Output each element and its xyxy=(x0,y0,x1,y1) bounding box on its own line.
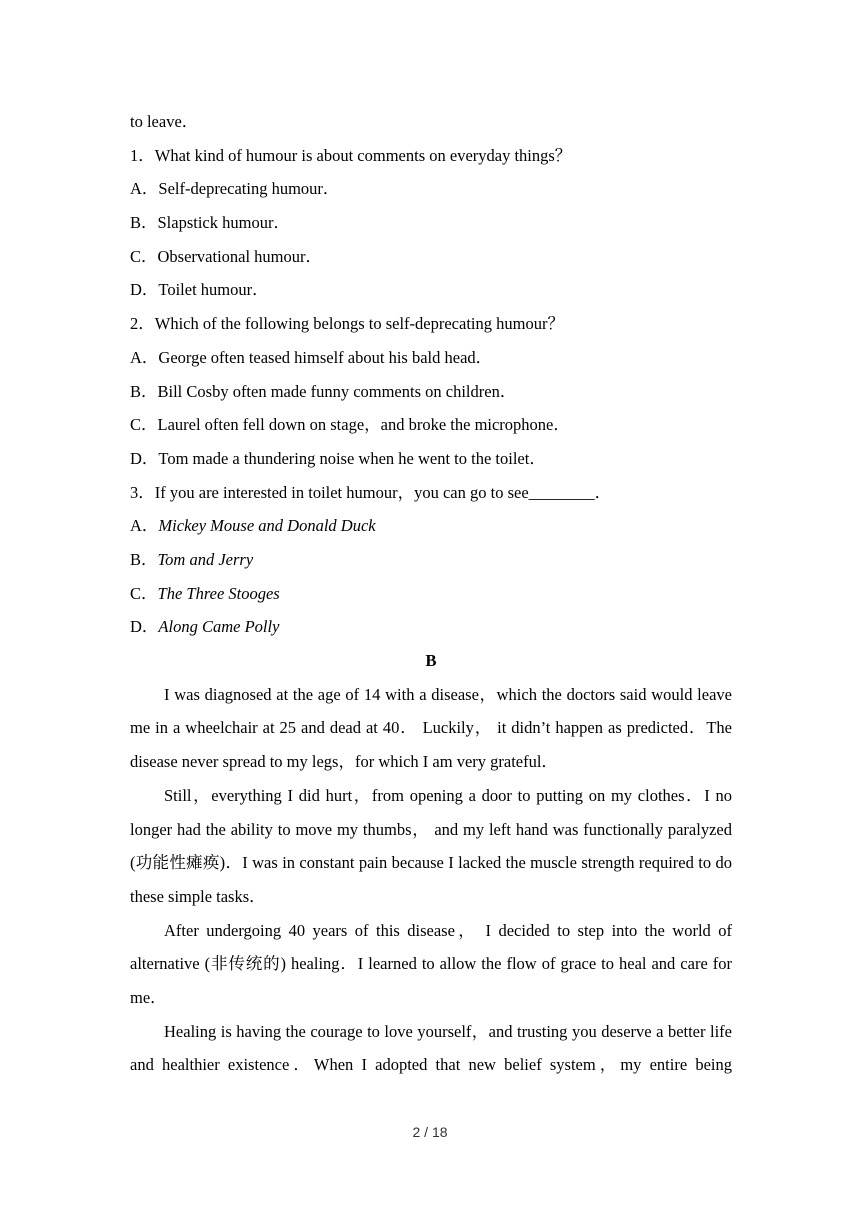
option-title: The Three Stooges xyxy=(157,583,280,603)
question-1-stem: 1．What kind of humour is about comments on everyday things？ xyxy=(130,145,572,165)
question-1-option-d: D．Toilet humour． xyxy=(130,280,269,300)
option-title: Mickey Mouse and Donald Duck xyxy=(158,516,376,536)
question-3-stem: 3．If you are interested in toilet humour，you can go to see________． xyxy=(130,482,612,502)
question-2-stem: 2．Which of the following belongs to self-deprecating humour？ xyxy=(130,314,564,334)
question-2-option-d: D．Tom made a thundering noise when he went to the toilet． xyxy=(130,448,546,468)
passage-paragraph-3: After undergoing 40 years of this disease， I decided to step into the world of alternative (非传统的) healing．I learned to allow the flow of grace to heal and care for me． xyxy=(130,920,732,1008)
option-letter: C． xyxy=(130,583,158,603)
option-letter: B． xyxy=(130,549,158,569)
question-2-option-a: A．George often teased himself about his bald head． xyxy=(130,347,493,367)
question-1-option-b: B．Slapstick humour． xyxy=(130,213,290,233)
option-letter: A． xyxy=(130,516,159,536)
option-title: Along Came Polly xyxy=(158,617,280,637)
question-3-option-b xyxy=(130,543,732,577)
page-content xyxy=(130,105,732,1082)
section-heading: B xyxy=(425,651,437,670)
question-1-option-a: A．Self-deprecating humour． xyxy=(130,179,340,199)
passage-paragraph-4: Healing is having the courage to love yourself，and trusting you deserve a better life and healthier existence．When I adopted that new belief system，my entire being xyxy=(130,1021,732,1075)
question-1-option-c: C．Observational humour． xyxy=(130,246,323,266)
option-letter: D． xyxy=(130,617,159,637)
page-number: 2 / 18 xyxy=(412,1124,448,1140)
question-3-option-c xyxy=(130,577,732,611)
option-title: Tom and Jerry xyxy=(157,549,254,569)
question-2-option-c: C．Laurel often fell down on stage，and broke the microphone． xyxy=(130,415,570,435)
passage-paragraph-2: Still，everything I did hurt，from opening a door to putting on my clothes．I no longer had the ability to move my thumbs， and my left hand was functionally paralyzed (功能性瘫痪)．I was in constant pain because I lacked the muscle strength required to do these simple tasks． xyxy=(130,785,732,906)
question-3-option-a xyxy=(130,509,732,543)
question-3-option-d xyxy=(130,610,732,644)
prev-fragment: to leave． xyxy=(130,112,199,131)
passage-paragraph-1: I was diagnosed at the age of 14 with a disease，which the doctors said would leave me in a wheelchair at 25 and dead at 40． Luckily， it didn’t happen as predicted．The disease never spread to my legs，for which I am very grateful． xyxy=(130,684,732,772)
question-2-option-b: B．Bill Cosby often made funny comments on children． xyxy=(130,381,517,401)
